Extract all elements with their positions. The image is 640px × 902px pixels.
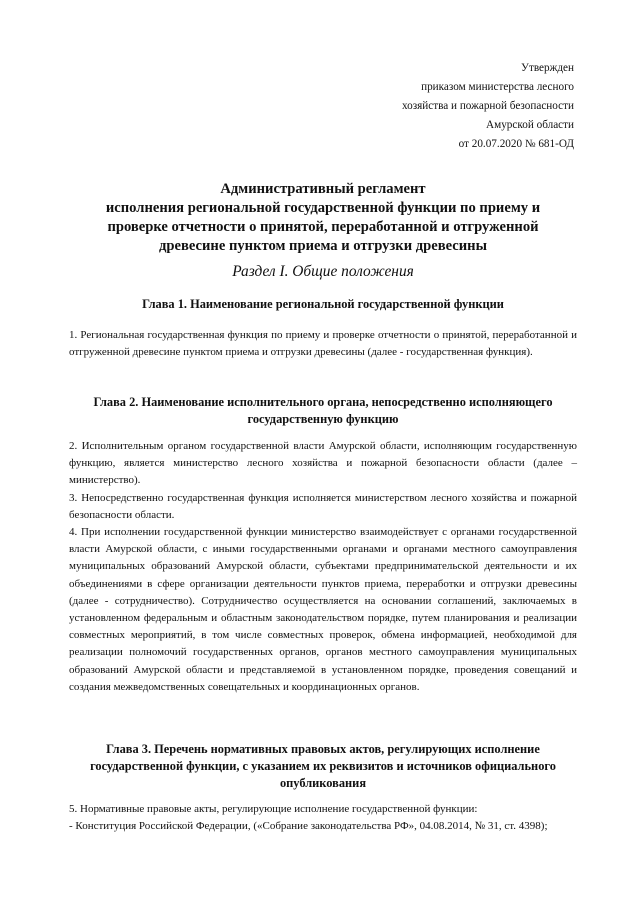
chapter-1-heading: Глава 1. Наименование региональной государственной функции: [142, 297, 504, 311]
paragraph-5a: - Конституция Российской Федерации, («Собрание законодательства РФ», 04.08.2014, № 31, ст. 4398);: [69, 820, 548, 833]
approval-line: от 20.07.2020 № 681-ОД: [458, 138, 574, 150]
document-title: [69, 180, 577, 256]
paragraph-2: 2. Исполнительным органом государственной власти Амурской области, исполняющим государственную функцию, является министерство лесного хозяйства и пожарной безопасности области (далее – министерство).: [69, 440, 577, 487]
approval-line: Амурской области: [486, 119, 574, 131]
approval-line: приказом министерства лесного: [421, 81, 574, 93]
approval-stamp: [402, 59, 574, 154]
chapter-2-heading: [69, 394, 577, 428]
section-heading: Раздел I. Общие положения: [232, 263, 414, 280]
paragraph-3: 3. Непосредственно государственная функция исполняется министерством лесного хозяйства и пожарной безопасности области.: [69, 491, 577, 521]
title-line: проверке отчетности о принятой, переработанной и отгруженной: [107, 219, 539, 235]
heading-line: государственной функции, с указанием их реквизитов и источников официального: [90, 759, 556, 773]
title-line: Административный регламент: [220, 181, 426, 197]
chapter-1-body: [69, 327, 577, 361]
paragraph-5: 5. Нормативные правовые акты, регулирующие исполнение государственной функции:: [69, 803, 478, 815]
heading-line: Глава 3. Перечень нормативных правовых актов, регулирующих исполнение: [106, 742, 540, 756]
approval-line: хозяйства и пожарной безопасности: [401, 100, 574, 112]
heading-line: опубликования: [279, 776, 367, 790]
chapter-2-body: [69, 438, 577, 696]
heading-line: Глава 2. Наименование исполнительного органа, непосредственно исполняющего: [93, 395, 553, 409]
paragraph-1: 1. Региональная государственная функция по приему и проверке отчетности о принятой, переработанной и отгруженной древесине пунктом приема и отгрузки древесины (далее - государственная функция).: [69, 329, 577, 359]
chapter-3-body: [69, 801, 577, 835]
heading-line: государственную функцию: [247, 412, 399, 426]
approval-line: Утвержден: [521, 62, 574, 74]
title-line: исполнения региональной государственной функции по приему и: [105, 200, 541, 216]
chapter-3-heading: [69, 741, 577, 792]
title-line: древесине пунктом приема и отгрузки древесины: [159, 238, 487, 254]
paragraph-4: 4. При исполнении государственной функции министерство взаимодействует с органами государственной власти Амурской области, с иными государственными органами и органами местного самоуправления муниципальных образований Амурской области, субъектами предпринимательской деятельности и их объединениями в сфере организации деятельности пунктов приема, переработки и отгрузки древесины (далее - сотрудничество). Сотрудничество осуществляется на основании соглашений, заключаемых в установленном федеральным и областным законодательством порядке, путем планирования и реализации совместных мероприятий, в том числе совместных проверок, обмена информацией, необходимой для реализации полномочий государственных органов, органов местного самоуправления муниципальных образований Амурской области и представляемой в установленном порядке, проведения совещаний и создания межведомственных совещательных и координационных органов.: [69, 526, 577, 693]
